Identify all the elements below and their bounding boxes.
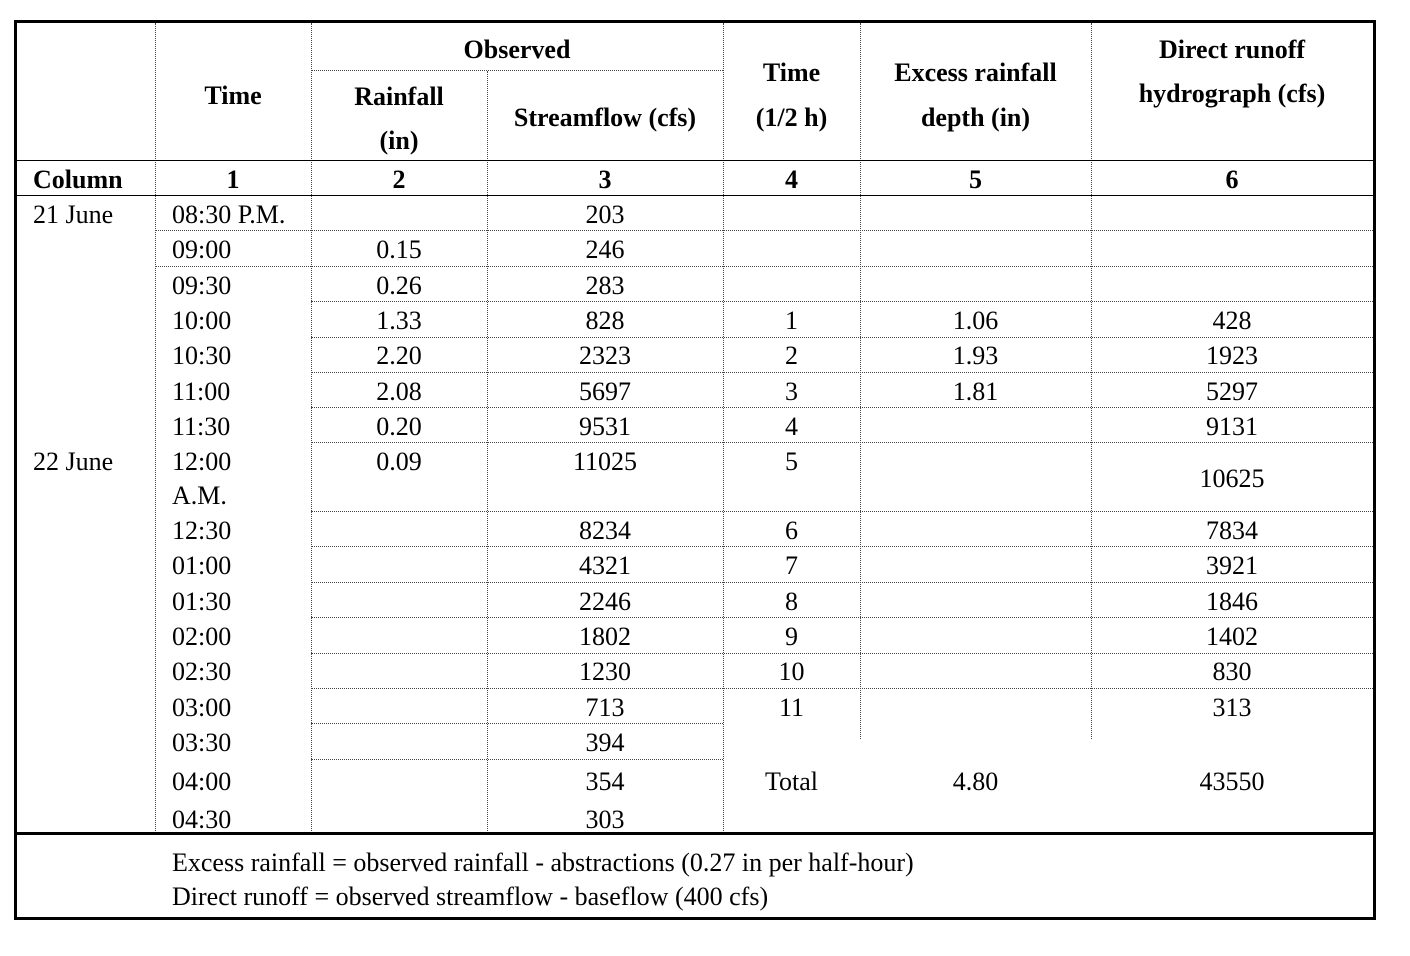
- column-number: 6: [1225, 165, 1239, 194]
- time-cell: 12:00: [172, 447, 232, 476]
- date-label: 22 June: [33, 447, 114, 476]
- column-number: 2: [392, 165, 406, 194]
- time-cell: 03:30: [172, 728, 232, 757]
- time-cell: 03:00: [172, 693, 232, 722]
- row-divider: [311, 442, 1373, 443]
- time-cell-suffix: A.M.: [172, 481, 227, 510]
- half-cell: Total: [764, 767, 819, 796]
- row-divider: [311, 617, 1373, 618]
- runoff-cell: 313: [1212, 693, 1252, 722]
- flow-cell: 713: [585, 693, 625, 722]
- flow-cell: 394: [585, 728, 625, 757]
- runoff-cell: 1402: [1206, 622, 1258, 651]
- column-label: Column: [33, 165, 123, 194]
- flow-cell: 4321: [579, 551, 631, 580]
- flow-cell: 303: [585, 805, 625, 834]
- flow-cell: 8234: [579, 516, 631, 545]
- half-cell: 2: [785, 341, 798, 370]
- half-cell: 8: [785, 587, 798, 616]
- time-cell: 02:00: [172, 622, 232, 651]
- excess-cell: 1.06: [952, 306, 999, 335]
- time-cell: 11:30: [172, 412, 231, 441]
- half-cell: 5: [785, 447, 798, 476]
- runoff-header-line2: hydrograph (cfs): [1138, 79, 1326, 108]
- flow-cell: 1230: [579, 657, 631, 686]
- time-half-header-line2: (1/2 h): [755, 103, 828, 132]
- row-divider: [311, 546, 1373, 547]
- time-header: Time: [204, 81, 262, 110]
- row-divider: [311, 337, 1373, 338]
- rainfall-header-line2: (in): [379, 126, 419, 155]
- runoff-cell: 5297: [1206, 377, 1258, 406]
- half-cell: 6: [785, 516, 798, 545]
- row-divider: [311, 582, 1373, 583]
- column-number: 4: [785, 165, 798, 194]
- time-cell: 12:30: [172, 516, 232, 545]
- row-divider: [311, 301, 1373, 302]
- time-cell: 01:00: [172, 551, 232, 580]
- streamflow-header: Streamflow (cfs): [513, 103, 697, 132]
- runoff-cell: 830: [1212, 657, 1252, 686]
- rain-cell: 0.26: [376, 271, 422, 300]
- header-bottom-line: [17, 160, 1373, 161]
- time-cell: 02:30: [172, 657, 232, 686]
- flow-cell: 9531: [579, 412, 631, 441]
- rain-cell: 1.33: [376, 306, 422, 335]
- hydrograph-table: [14, 20, 1376, 920]
- half-cell: 4: [785, 412, 798, 441]
- excess-cell: 1.81: [952, 377, 999, 406]
- half-cell: 11: [778, 693, 805, 722]
- row-divider: [311, 688, 1373, 689]
- flow-cell: 828: [585, 306, 625, 335]
- time-cell: 10:30: [172, 341, 232, 370]
- row-divider: [311, 372, 1373, 373]
- half-cell: 10: [778, 657, 805, 686]
- row-divider: [311, 511, 1373, 512]
- time-half-header-line1: Time: [762, 58, 821, 87]
- excess-cell: 4.80: [952, 767, 999, 796]
- runoff-header-line1: Direct runoff: [1158, 35, 1306, 64]
- column-number: 1: [226, 165, 240, 194]
- rain-cell: 0.15: [376, 235, 422, 264]
- column-number: 5: [969, 165, 982, 194]
- half-cell: 3: [785, 377, 798, 406]
- flow-cell: 203: [585, 200, 625, 229]
- runoff-cell: 9131: [1206, 412, 1258, 441]
- runoff-cell: 3921: [1206, 551, 1258, 580]
- row-divider: [311, 759, 723, 760]
- observed-underline: [311, 70, 723, 71]
- flow-cell: 11025: [572, 447, 638, 476]
- time-cell: 04:30: [172, 805, 232, 834]
- flow-cell: 2323: [579, 341, 631, 370]
- rain-cell: 0.20: [376, 412, 422, 441]
- date-label: 21 June: [33, 200, 114, 229]
- col-divider: [155, 23, 156, 833]
- time-cell: 04:00: [172, 767, 232, 796]
- row-divider: [311, 407, 1373, 408]
- time-cell: 09:30: [172, 271, 232, 300]
- note-direct-runoff: Direct runoff = observed streamflow - baseflow (400 cfs): [172, 882, 769, 911]
- runoff-cell: 43550: [1199, 767, 1265, 796]
- excess-header-line2: depth (in): [920, 103, 1031, 132]
- flow-cell: 246: [585, 235, 625, 264]
- time-cell: 10:00: [172, 306, 232, 335]
- column-row-bottom-line: [17, 195, 1373, 196]
- runoff-cell: 1923: [1206, 341, 1258, 370]
- row-divider: [311, 723, 723, 724]
- flow-cell: 1802: [579, 622, 631, 651]
- flow-cell: 354: [585, 767, 625, 796]
- runoff-cell: 10625: [1199, 464, 1265, 493]
- flow-cell: 5697: [579, 377, 631, 406]
- time-cell: 11:00: [172, 377, 231, 406]
- runoff-cell: 428: [1212, 306, 1252, 335]
- flow-cell: 2246: [579, 587, 631, 616]
- row-divider: [155, 230, 1373, 231]
- rain-cell: 2.08: [376, 377, 422, 406]
- rainfall-header-line1: Rainfall: [354, 82, 444, 111]
- half-cell: 7: [785, 551, 798, 580]
- excess-cell: 1.93: [952, 341, 999, 370]
- half-cell: 1: [785, 306, 798, 335]
- row-divider: [311, 653, 1373, 654]
- time-cell: 01:30: [172, 587, 232, 616]
- time-cell: 09:00: [172, 235, 232, 264]
- rain-cell: 2.20: [376, 341, 422, 370]
- rain-cell: 0.09: [376, 447, 422, 476]
- half-cell: 9: [785, 622, 798, 651]
- excess-header-line1: Excess rainfall: [894, 58, 1057, 87]
- runoff-cell: 7834: [1206, 516, 1258, 545]
- note-excess-rainfall: Excess rainfall = observed rainfall - abstractions (0.27 in per half-hour): [172, 848, 914, 877]
- observed-header: Observed: [463, 35, 571, 64]
- flow-cell: 283: [585, 271, 625, 300]
- time-cell: 08:30 P.M.: [172, 200, 286, 229]
- row-divider: [155, 266, 1373, 267]
- column-number: 3: [598, 165, 612, 194]
- runoff-cell: 1846: [1206, 587, 1258, 616]
